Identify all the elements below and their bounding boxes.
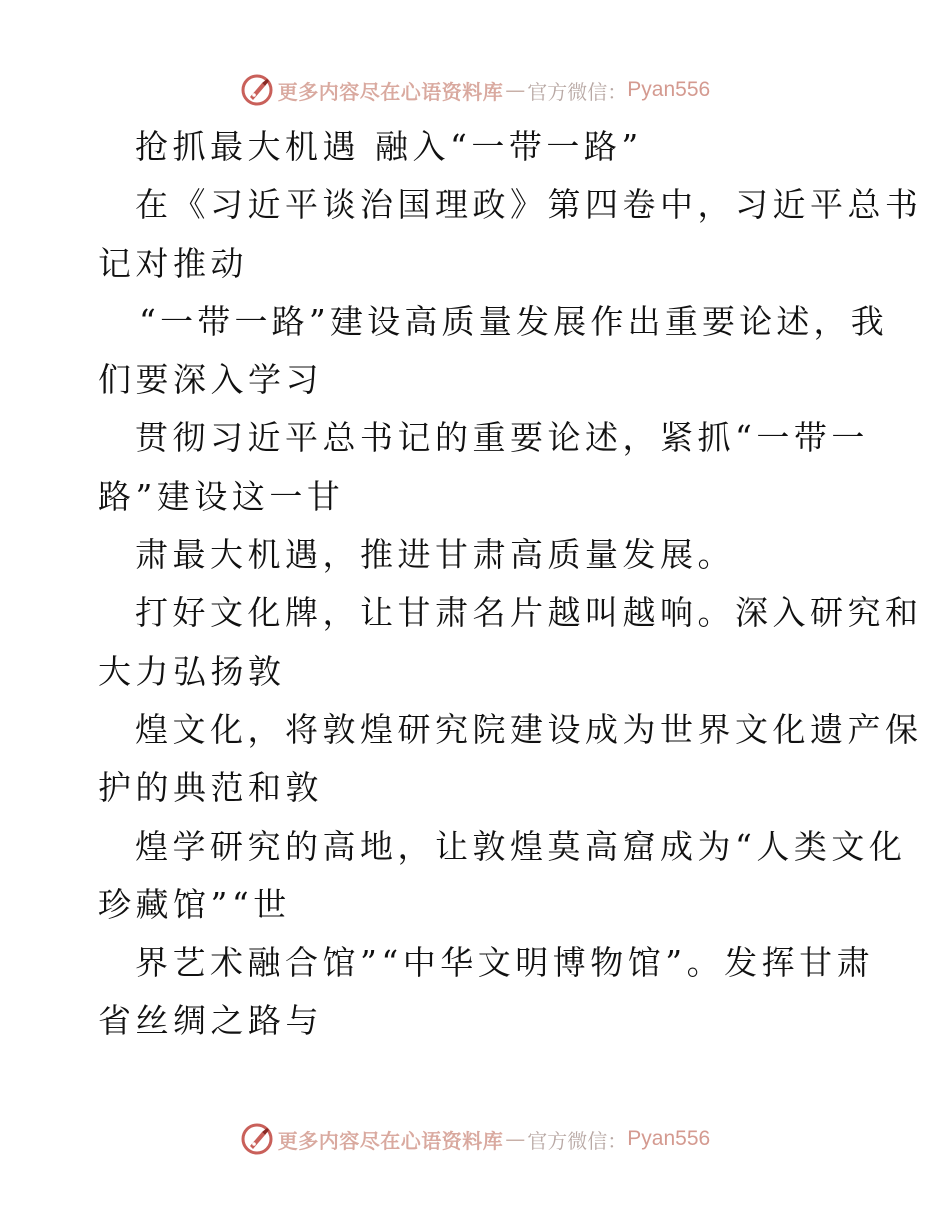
text-line: 珍藏馆”“世 (98, 884, 291, 924)
text-line: 们要深入学习 (98, 360, 323, 400)
watermark-separator: — (505, 1127, 526, 1151)
text-line: “一带一路”建设高质量发展作出重要论述，我 (139, 301, 888, 341)
text-line: 界艺术融合馆”“中华文明博物馆”。发挥甘肃 (135, 943, 875, 983)
document-body (98, 118, 923, 1051)
text-line: 护的典范和敦 (98, 768, 323, 808)
text-line: 记对推动 (98, 243, 248, 283)
text-line: 在《习近平谈治国理政》第四卷中，习近平总书 (135, 185, 923, 225)
footer-watermark (0, 1119, 950, 1159)
watermark-text: 更多内容尽在心语资料库 (277, 1128, 504, 1153)
text-line: 煌学研究的高地，让敦煌莫高窟成为“人类文化 (135, 826, 907, 866)
watermark-official-label: 官方微信： (527, 79, 628, 104)
watermark-official-label: 官方微信： (527, 1128, 628, 1153)
watermark-separator: — (505, 78, 526, 102)
watermark-text: 更多内容尽在心语资料库 (277, 79, 504, 104)
text-line-title: 抢抓最大机遇 融入“一带一路” (135, 127, 643, 166)
text-line: 打好文化牌，让甘肃名片越叫越响。深入研究和 (135, 593, 923, 633)
watermark-wechat-id: Pyan556 (627, 78, 711, 101)
text-line: 煌文化，将敦煌研究院建设成为世界文化遗产保 (135, 709, 923, 749)
text-line: 大力弘扬敦 (98, 651, 286, 691)
text-line: 肃最大机遇，推进甘肃高质量发展。 (135, 535, 735, 575)
watermark-wechat-id: Pyan556 (627, 1127, 711, 1150)
pen-nib-logo-icon (240, 73, 274, 107)
header-watermark (0, 70, 950, 110)
text-line: 贯彻习近平总书记的重要论述，紧抓“一带一 (135, 418, 869, 458)
text-line: 省丝绸之路与 (98, 1001, 323, 1041)
text-line: 路”建设这一甘 (98, 476, 345, 516)
pen-nib-logo-icon (240, 1122, 274, 1156)
